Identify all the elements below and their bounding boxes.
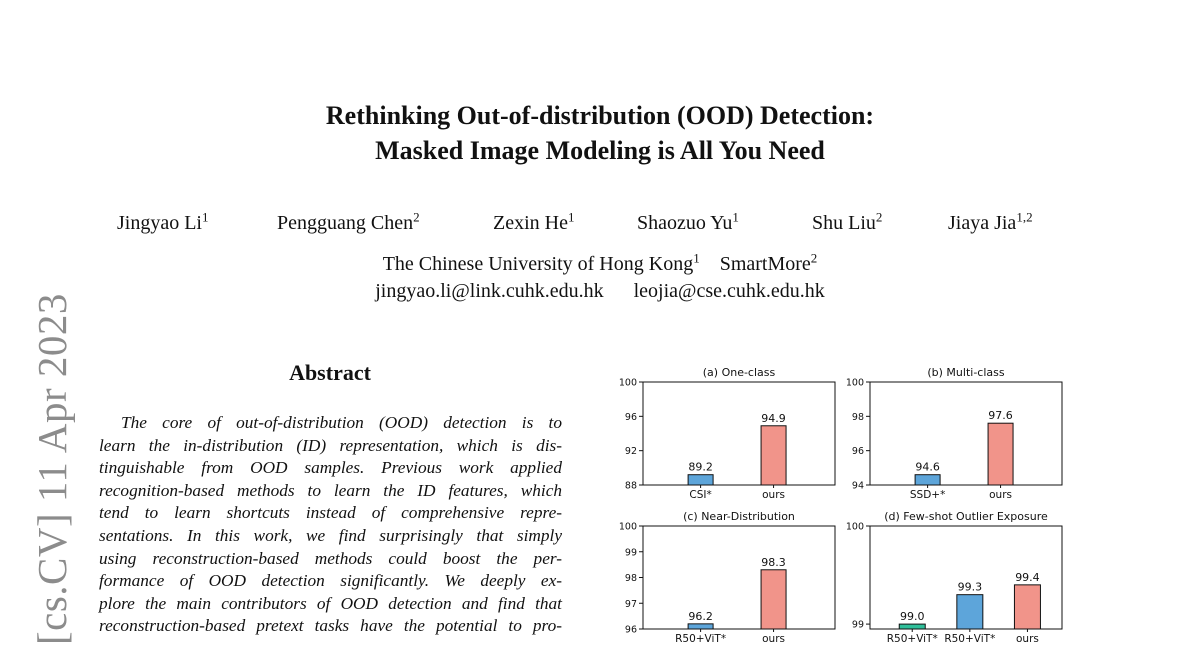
y-tick-label: 96 [624,624,637,636]
bar [1014,585,1040,629]
abstract-line: recognition-based methods to learn the ID features, which [99,480,562,500]
abstract-line: using reconstruction-based methods could boost the per- [99,548,562,568]
title-line-2: Masked Image Modeling is All You Need [375,136,825,165]
data-label: 94.6 [915,460,940,474]
x-tick-label: SSD+* [909,489,946,501]
bar [957,595,983,629]
y-tick-label: 96 [851,446,864,458]
abstract-line: tend to learn shortcuts instead of comprehensive repre- [99,503,562,523]
y-tick-label: 100 [618,521,637,533]
bar [988,423,1013,485]
abstract-line: learn the in-distribution (ID) representation, which is dis- [99,435,562,455]
affiliation-2: SmartMore$^2$ [719,250,818,275]
abstract-body [99,412,562,638]
abstract-line: reconstruction-based pretext tasks have the potential to pro- [99,616,562,636]
data-label: 94.9 [761,411,786,425]
bar [915,475,940,485]
x-tick-label: CSI* [689,489,712,501]
y-tick-label: 99 [624,547,637,559]
data-label: 99.0 [899,610,925,624]
bar [688,624,713,629]
author-emails [0,280,1200,303]
author-2: Pengguang Chen$^2$ [277,209,420,234]
author-1: Jingyao Li$^1$ [117,209,209,234]
y-tick-label: 99 [851,619,864,631]
data-label: 98.3 [761,555,786,569]
title-line-1: Rethinking Out-of-distribution (OOD) Detection: [325,101,875,130]
x-tick-label: ours [989,489,1012,501]
author-5: Shu Liu$^2$ [812,209,883,234]
y-tick-label: 94 [851,480,864,492]
abstract-line: The core of out-of-distribution (OOD) detection is to [121,413,562,432]
author-4: Shaozuo Yu$^1$ [637,209,739,234]
abstract-heading: Abstract [289,360,371,385]
abstract-line: formance of OOD detection significantly. We deeply ex- [99,571,562,591]
chart-title: (d) Few-shot Outlier Exposure [884,510,1048,523]
x-tick-label: ours [1016,633,1039,645]
y-tick-label: 100 [618,377,637,389]
y-tick-label: 96 [624,411,637,423]
y-tick-label: 98 [624,573,637,584]
y-tick-label: 100 [845,377,864,389]
x-tick-label: R50+ViT* [675,633,727,645]
abstract-line: plore the main contributors of OOD detection and find that [99,593,562,613]
author-6: Jiaya Jia$^{1,2}$ [948,209,1033,234]
bar [761,426,786,485]
arxiv-stamp: [cs.CV] 11 Apr 2023 [29,293,75,645]
paper-title [0,98,1200,168]
affiliation-1: The Chinese University of Hong Kong$^1$ [382,250,700,275]
bar [688,475,713,485]
x-tick-label: ours [762,489,785,501]
bar [761,570,786,629]
data-label: 89.2 [688,460,713,474]
chart-frame [643,526,835,629]
data-label: 99.4 [1015,570,1040,584]
abstract-line: sentations. In this work, we find surprisingly that simply [99,525,562,545]
data-label: 96.2 [688,609,713,623]
data-label: 99.3 [957,580,983,594]
results-figure [600,362,1080,648]
data-label: 97.6 [988,409,1013,423]
y-tick-label: 92 [624,446,637,458]
bar [899,624,925,629]
abstract-line: tinguishable from OOD samples. Previous work applied [99,458,562,478]
y-tick-label: 100 [845,521,864,533]
affiliations [0,250,1200,276]
chart-frame [643,382,835,485]
chart-frame [870,382,1062,485]
y-tick-label: 98 [851,411,864,423]
author-3: Zexin He$^1$ [493,209,575,234]
chart-title: (a) One-class [702,366,776,379]
x-tick-label: R50+ViT* [886,633,938,645]
x-tick-label: ours [762,633,785,645]
email-2: leojia@cse.cuhk.edu.hk [633,280,825,302]
y-tick-label: 88 [624,480,637,492]
x-tick-label: R50+ViT* [944,633,996,645]
chart-title: (c) Near-Distribution [683,510,795,523]
y-tick-label: 97 [624,598,637,610]
email-1: jingyao.li@link.cuhk.edu.hk [375,280,604,302]
chart-title: (b) Multi-class [927,366,1005,379]
